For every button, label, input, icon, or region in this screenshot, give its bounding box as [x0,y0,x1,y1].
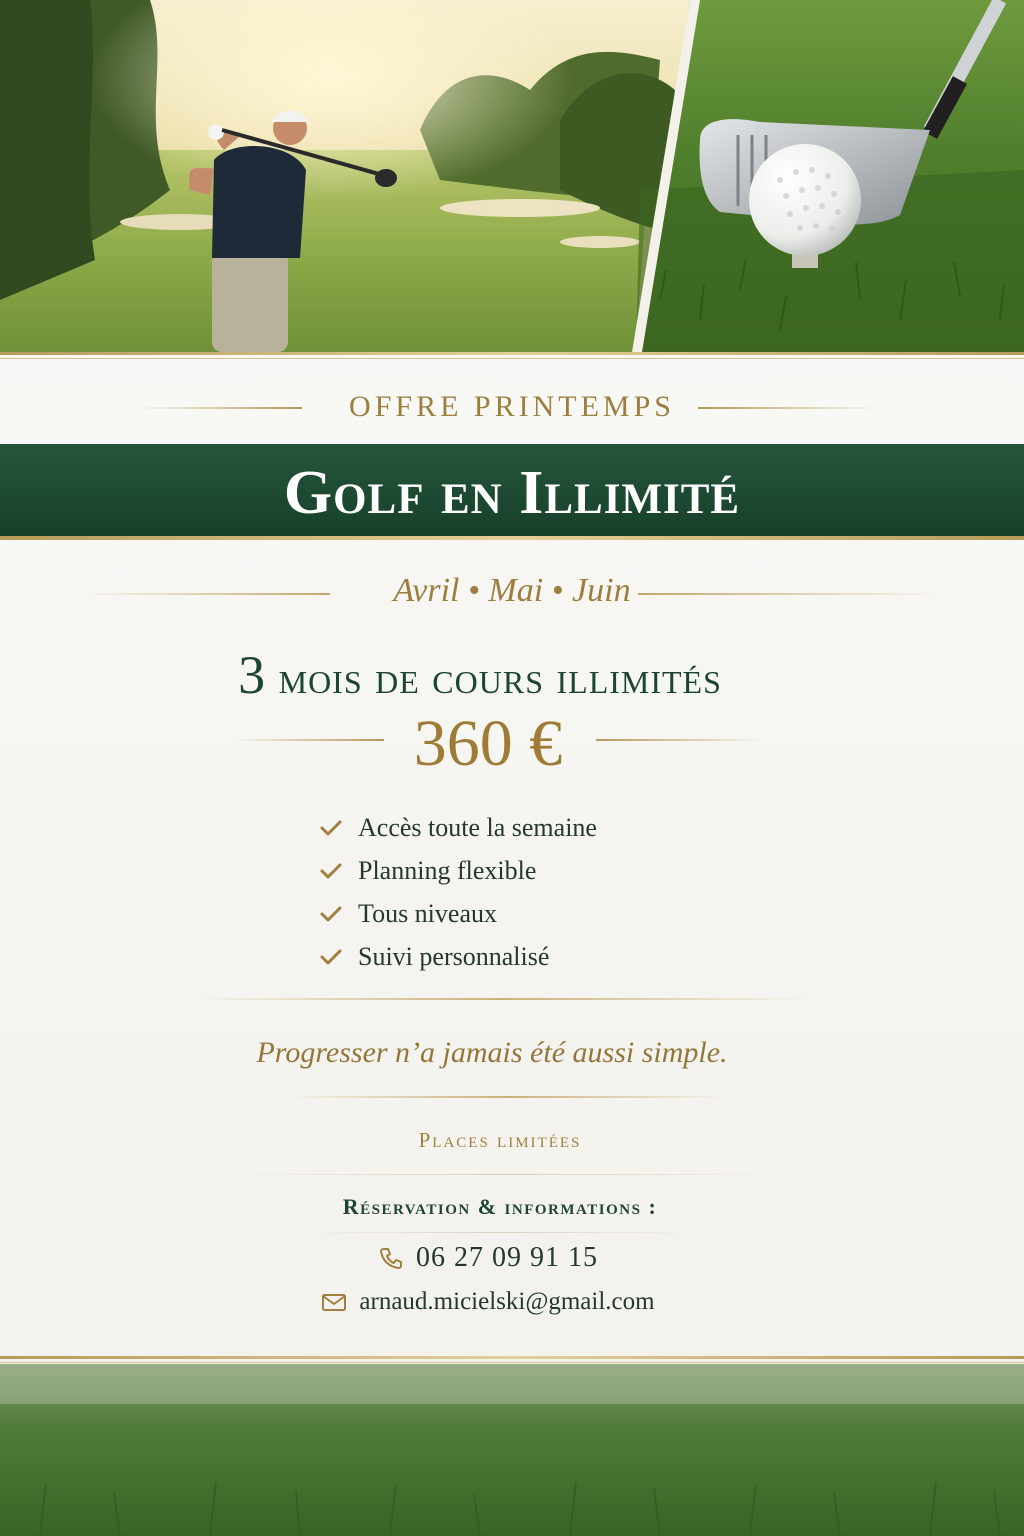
divider [300,1232,700,1233]
feature-list [318,806,738,978]
phone-number[interactable]: 06 27 09 91 15 [416,1242,598,1273]
price-right-line [596,739,762,741]
grass-footer-photo [0,1364,1024,1536]
check-icon [318,901,344,927]
divider [196,998,808,1000]
headline [0,644,960,706]
feature-item [318,806,738,849]
feature-item [318,849,738,892]
feature-text: Tous niveaux [358,898,497,928]
envelope-icon [321,1290,347,1314]
divider [288,1096,728,1098]
places-limited: Places limitées [418,1128,582,1152]
title-banner [0,444,1024,536]
bottom-gold-hairline [0,1362,1024,1363]
eyebrow-row [0,386,1024,430]
check-icon [318,944,344,970]
feature-item [318,892,738,935]
photo-banner [0,0,1024,352]
offer-title: Golf en Illimité [283,459,741,527]
top-gold-rule [0,352,1024,355]
tagline: Progresser n’a jamais été aussi simple. [256,1036,728,1069]
offer-eyebrow: OFFRE PRINTEMPS [349,390,675,423]
eyebrow-right-line [698,407,878,409]
headline-number: 3 [238,645,267,705]
months-right-line [638,593,940,595]
check-icon [318,815,344,841]
feature-text: Planning flexible [358,855,537,885]
feature-item [318,935,738,978]
price: 360 € [413,707,563,780]
months-row [0,572,1024,620]
feature-text: Accès toute la semaine [358,812,597,842]
top-gold-hairline [0,358,1024,359]
phone-icon [378,1246,404,1270]
check-icon [318,858,344,884]
golf-ball-photo [0,0,1024,352]
reservation-heading: Réservation & informations : [342,1194,658,1219]
divider [214,1174,800,1175]
bottom-gold-rule [0,1356,1024,1359]
headline-text: mois de cours illimités [278,652,722,703]
price-row [0,706,1024,778]
phone-contact[interactable] [0,1240,976,1276]
feature-text: Suivi personnalisé [358,941,550,971]
banner-gold-edge [0,536,1024,540]
email-address[interactable]: arnaud.micielski@gmail.com [359,1288,655,1315]
offer-months: Avril • Mai • Juin [393,572,631,609]
email-contact[interactable] [0,1284,976,1320]
